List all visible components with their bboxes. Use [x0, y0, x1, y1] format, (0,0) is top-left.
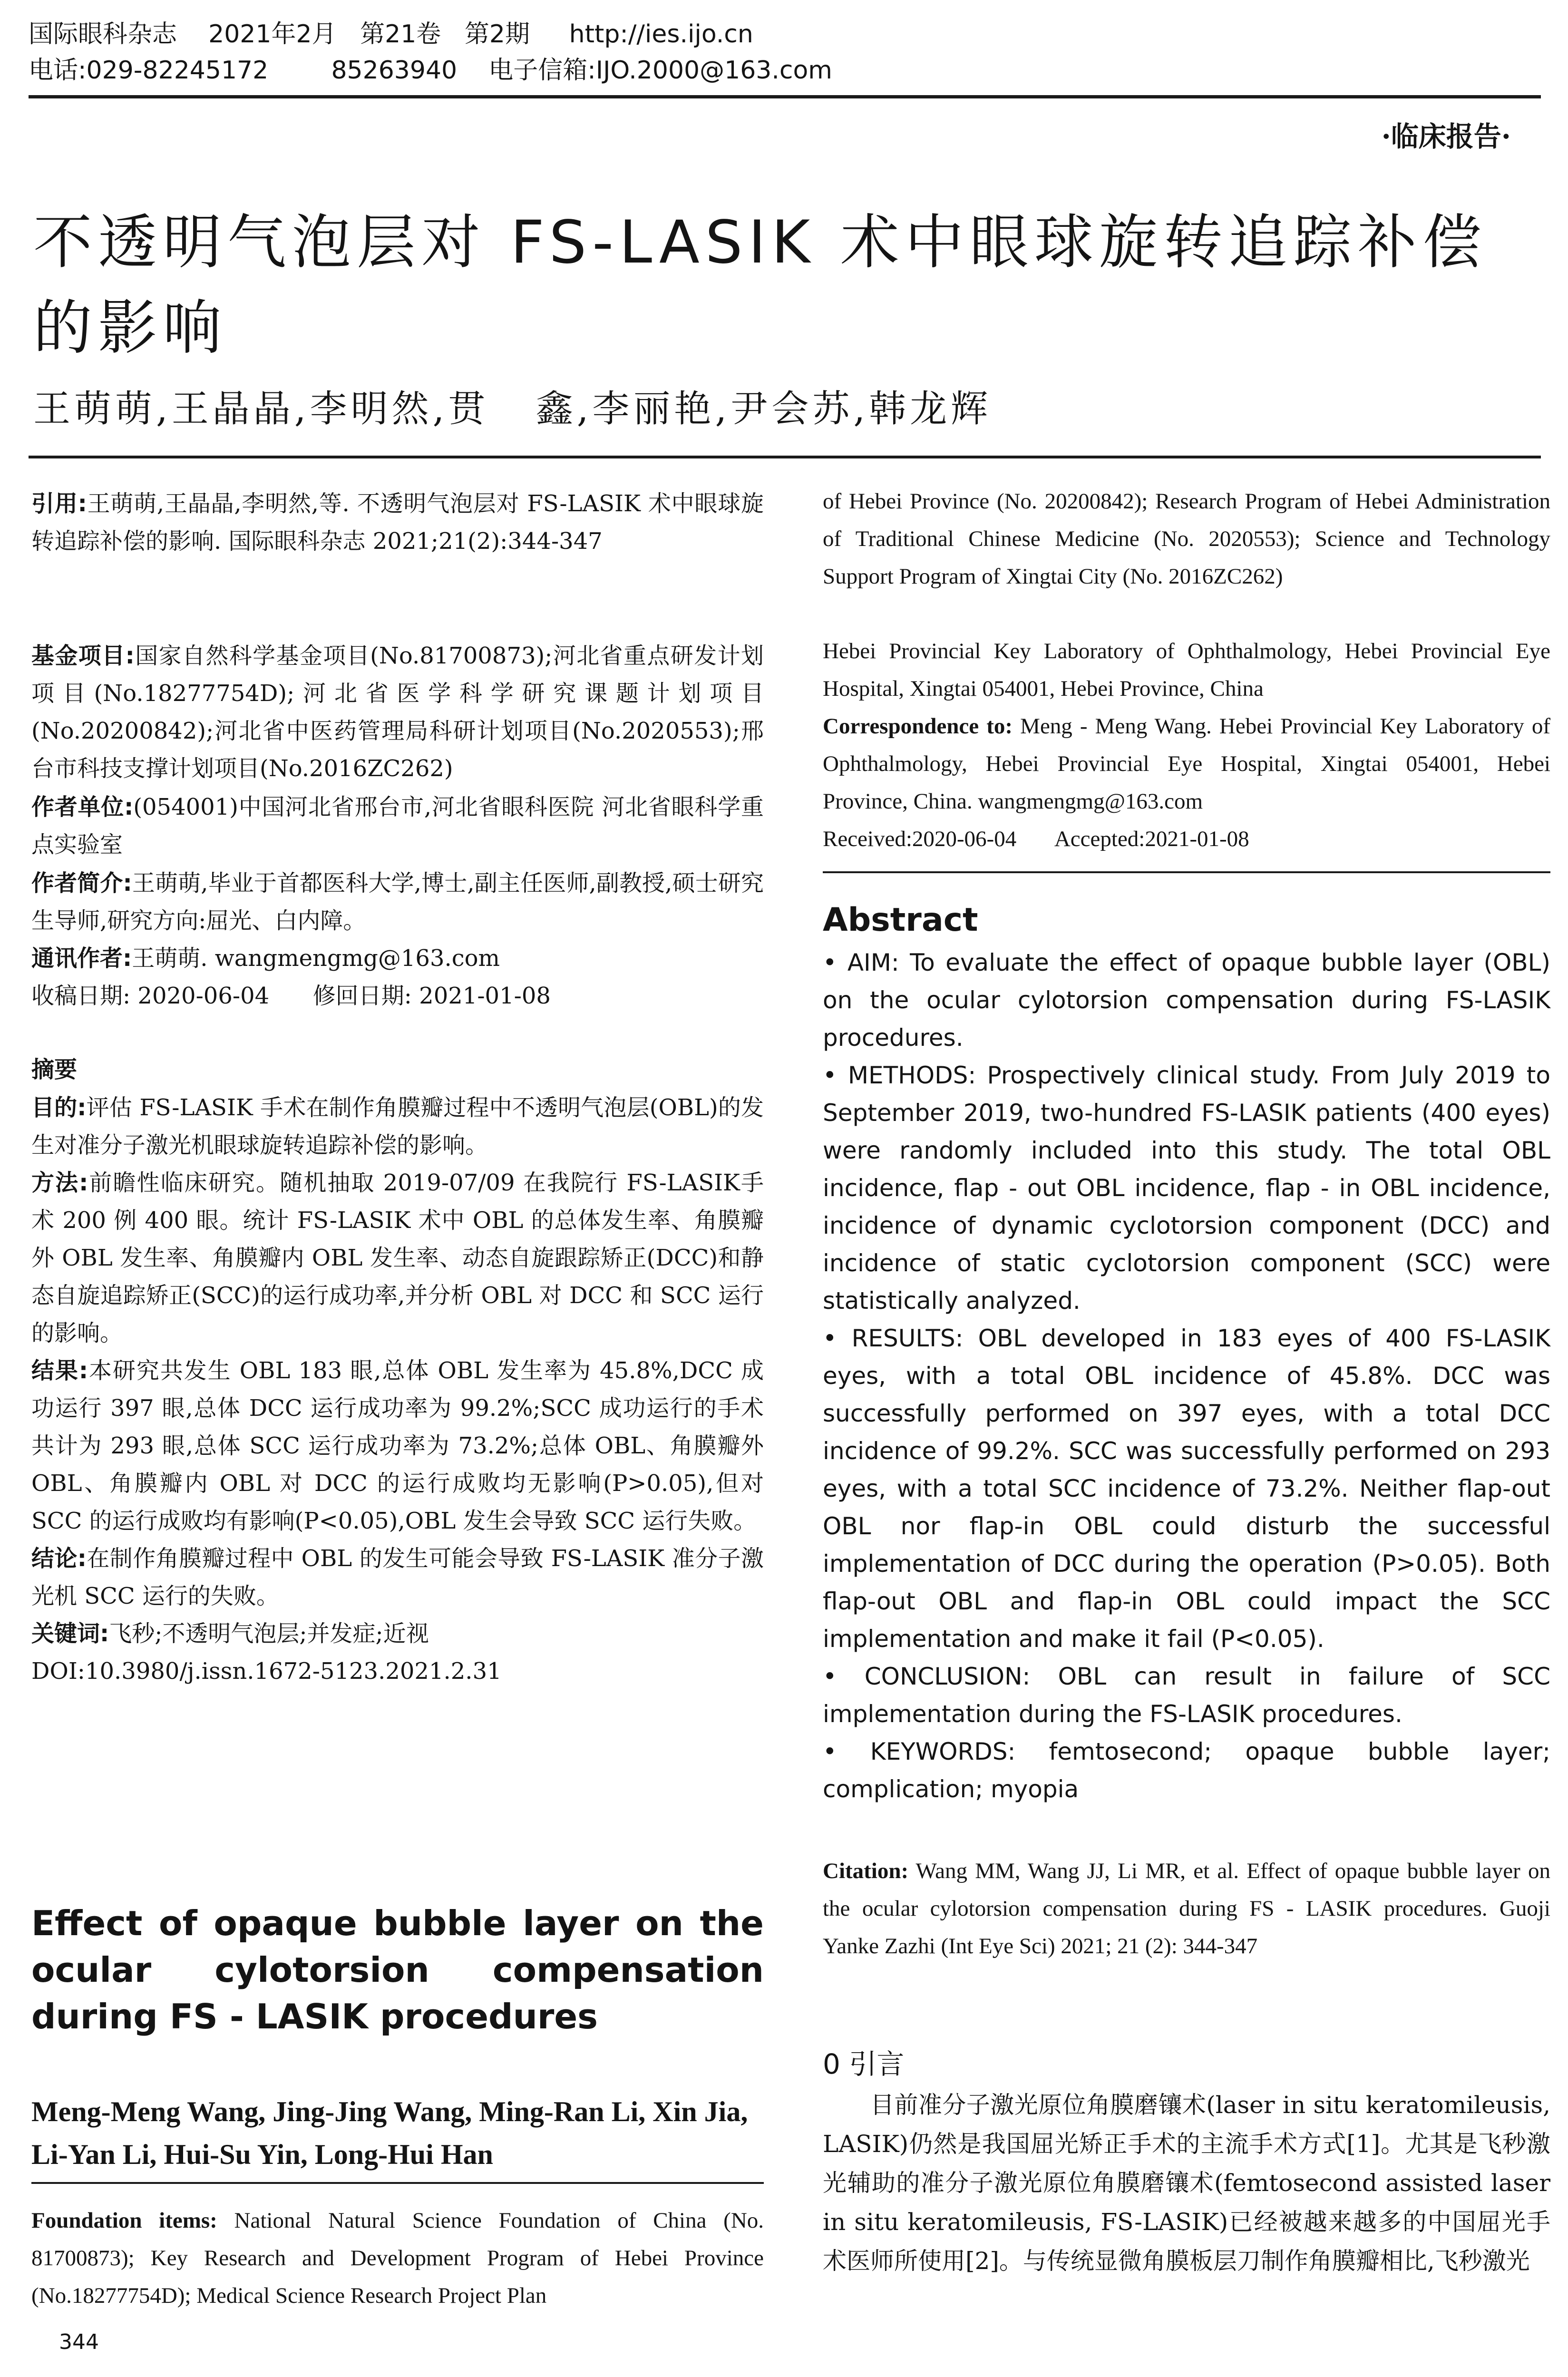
foundation-en-left [31, 2202, 764, 2315]
citation-en [823, 1852, 1550, 1965]
correspondence-cn-label: 通讯作者: [31, 945, 132, 972]
methods-cn-label: 方法: [31, 1169, 88, 1196]
authors-en: Meng-Meng Wang, Jing-Jing Wang, Ming-Ran Li, Xin Jia, Li-Yan Li, Hui-Su Yin, Long-Hui Han [31, 2096, 748, 2170]
abstract-en-body [823, 944, 1550, 1808]
keywords-cn-label: 关键词: [31, 1620, 109, 1647]
correspondence-en-label: Correspondence to: [823, 714, 1013, 739]
abstract-cn-aim [31, 1089, 764, 1164]
title-divider [29, 456, 1541, 458]
methods-cn-text: 前瞻性临床研究。随机抽取 2019-07/09 在我院行 FS-LASIK手术 200 例 400 眼。统计 FS-LASIK 术中 OBL 的总体发生率、角膜瓣外 OBL 发生率、角膜瓣内 OBL 发生率、动态自旋跟踪矫正(DCC)和静态自旋追踪矫正(SCC)的运行成功率,并分析 OBL 对 DCC 和 SCC 运行的影响。 [31, 1169, 764, 1346]
results-cn-text: 本研究共发生 OBL 183 眼,总体 OBL 发生率为 45.8%,DCC 成功运行 397 眼,总体 DCC 运行成功率为 99.2%;SCC 成功运行的手术共计为 293 眼,总体 SCC 运行成功率为 73.2%;总体 OBL、角膜瓣外 OBL、角膜瓣内 OBL 对 DCC 的运行成败均无影响(P>0.05),但对 SCC 的运行成败均有影响(P<0.05),OBL 发生会导致 SCC 运行失败。 [31, 1357, 764, 1534]
fund-cn-label: 基金项目: [31, 643, 135, 669]
abstract-cn-conclusion [31, 1540, 764, 1615]
foundation-en-right: of Hebei Province (No. 20200842); Research Program of Hebei Administration of Traditional Chinese Medicine (No. 2020553); Science and Technology Support Program of Xingtai City (No. 2016ZC262) [823, 489, 1550, 589]
page-number: 344 [59, 2330, 99, 2354]
fund-cn-text: 国家自然科学基金项目(No.81700873);河北省重点研发计划项目(No.18277754D);河北省医学科学研究课题计划项目(No.20200842);河北省中医药管理局科研计划项目(No.2020553);邢台市科技支撑计划项目(No.2016ZC262) [31, 643, 764, 782]
doi: DOI:10.3980/j.issn.1672-5123.2021.2.31 [31, 1658, 502, 1685]
bio-cn [31, 865, 764, 940]
unit-cn-text: (054001)中国河北省邢台市,河北省眼科医院 河北省眼科学重点实验室 [31, 794, 764, 858]
intro-text: 目前准分子激光原位角膜磨镶术(laser in situ keratomileusis, LASIK)仍然是我国屈光矫正手术的主流手术方式[1]。尤其是飞秒激光辅助的准分子激光原位角膜磨镶术(femtosecond assisted laser in situ keratomileusis, FS-LASIK)已经被越来越多的中国屈光手术医师所使用[2]。与传统显微角膜板层刀制作角膜瓣相比,飞秒激光 [823, 2091, 1550, 2275]
abstract-en-keywords: • KEYWORDS: femtosecond; opaque bubble layer; complication; myopia [823, 1738, 1550, 1803]
abstract-cn-methods [31, 1164, 764, 1352]
citation-en-text: Wang MM, Wang JJ, Li MR, et al. Effect of opaque bubble layer on the ocular cylotorsion compensation during FS - LASIK procedures. Guoji Yanke Zazhi (Int Eye Sci) 2021; 21 (2): 344-347 [823, 1859, 1551, 1958]
correspondence-cn [31, 940, 764, 977]
citation-cn-label: 引用: [31, 490, 87, 517]
dates-cn: 收稿日期: 2020-06-04 修回日期: 2021-01-08 [31, 983, 551, 1009]
conclusion-cn-text: 在制作角膜瓣过程中 OBL 的发生可能会导致 FS-LASIK 准分子激光机 SCC 运行的失败。 [31, 1545, 764, 1609]
header-divider [29, 95, 1541, 98]
abstract-en-heading: Abstract [823, 901, 978, 939]
abstract-cn-keywords [31, 1615, 764, 1653]
article-title-cn: 不透明气泡层对 FS-LASIK 术中眼球旋转追踪补偿的影响 [33, 208, 1487, 362]
unit-cn-label: 作者单位: [31, 794, 134, 820]
results-cn-label: 结果: [31, 1357, 88, 1384]
fund-cn [31, 637, 764, 788]
received-en: Received:2020-06-04 Accepted:2021-01-08 [823, 827, 1249, 851]
abstract-en-conclusion: • CONCLUSION: OBL can result in failure of SCC implementation during the FS-LASIK procedures. [823, 1663, 1550, 1728]
citation-cn-text: 王萌萌,王晶晶,李明然,等. 不透明气泡层对 FS-LASIK 术中眼球旋转追踪补偿的影响. 国际眼科杂志 2021;21(2):344-347 [31, 490, 764, 555]
abstract-en-methods: • METHODS: Prospectively clinical study. From July 2019 to September 2019, two-hundred FS-LASIK patients (400 eyes) were randomly included into this study. The total OBL incidence, flap - out OBL incidence, flap - in OBL incidence, incidence of dynamic cyclotorsion component (DCC) and incidence of static cyclotorsion component (SCC) were statistically analyzed. [823, 1062, 1550, 1315]
journal-header-line-1: 国际眼科杂志 2021年2月 第21卷 第2期 http://ies.ijo.cn [29, 20, 753, 49]
conclusion-cn-label: 结论: [31, 1545, 87, 1572]
authors-en-divider [31, 2182, 764, 2184]
affiliation-en: Hebei Provincial Key Laboratory of Ophthalmology, Hebei Provincial Eye Hospital, Xingtai 054001, Hebei Province, China [823, 639, 1550, 701]
correspondence-en [823, 708, 1550, 820]
bio-cn-label: 作者简介: [31, 870, 132, 896]
abstract-en-aim: • AIM: To evaluate the effect of opaque bubble layer (OBL) on the ocular cylotorsion compensation during FS-LASIK procedures. [823, 949, 1550, 1052]
section-tag: ·临床报告· [1381, 120, 1511, 153]
unit-cn [31, 789, 764, 864]
journal-header-line-2: 电话:029-82245172 85263940 电子信箱:IJO.2000@163.com [29, 56, 832, 85]
authors-cn: 王萌萌,王晶晶,李明然,贯 鑫,李丽艳,尹会苏,韩龙辉 [33, 388, 992, 430]
foundation-en-label: Foundation items: [31, 2208, 217, 2233]
correspondence-en-text: Meng - Meng Wang. Hebei Provincial Key Laboratory of Ophthalmology, Hebei Provincial Eye Hospital, Xingtai 054001, Hebei Province, China. wangmengmg@163.com [823, 714, 1551, 814]
citation-cn [31, 485, 764, 560]
intro-heading: 0 引言 [823, 2048, 905, 2080]
citation-en-label: Citation: [823, 1859, 909, 1883]
aim-cn-label: 目的: [31, 1094, 87, 1121]
abstract-cn-results [31, 1352, 764, 1540]
abstract-cn-body [31, 1089, 764, 1690]
foundation-en-text-left: National Natural Science Foundation of China (No. 81700873); Key Research and Development Program of Hebei Province (No.18277754D); Medical Science Research Project Plan [31, 2208, 764, 2308]
bio-cn-text: 王萌萌,毕业于首都医科大学,博士,副主任医师,副教授,硕士研究生导师,研究方向:屈光、白内障。 [31, 870, 764, 934]
correspondence-cn-text: 王萌萌. wangmengmg@163.com [132, 945, 500, 972]
abstract-cn-heading-text: 摘要 [31, 1056, 78, 1083]
keywords-cn-text: 飞秒;不透明气泡层;并发症;近视 [109, 1620, 429, 1647]
abstract-cn-heading [31, 1051, 764, 1089]
aim-cn-text: 评估 FS-LASIK 手术在制作角膜瓣过程中不透明气泡层(OBL)的发生对准分子激光机眼球旋转追踪补偿的影响。 [31, 1094, 764, 1159]
abstract-en-results: • RESULTS: OBL developed in 183 eyes of 400 FS-LASIK eyes, with a total OBL incidence of 45.8%. DCC was successfully performed on 397 eyes, with a total DCC incidence of 99.2%. SCC was successfully performed on 293 eyes, with a total SCC incidence of 73.2%. Neither flap-out OBL nor flap-in OBL could disturb the successful implementation of DCC during the operation (P>0.05). Both flap-out OBL and flap-in OBL could impact the SCC implementation and make it fail (P<0.05). [823, 1325, 1550, 1653]
abstract-en-divider [823, 871, 1550, 873]
article-title-en: Effect of opaque bubble layer on the ocular cylotorsion compensation during FS - LASIK procedures [31, 1903, 764, 2036]
